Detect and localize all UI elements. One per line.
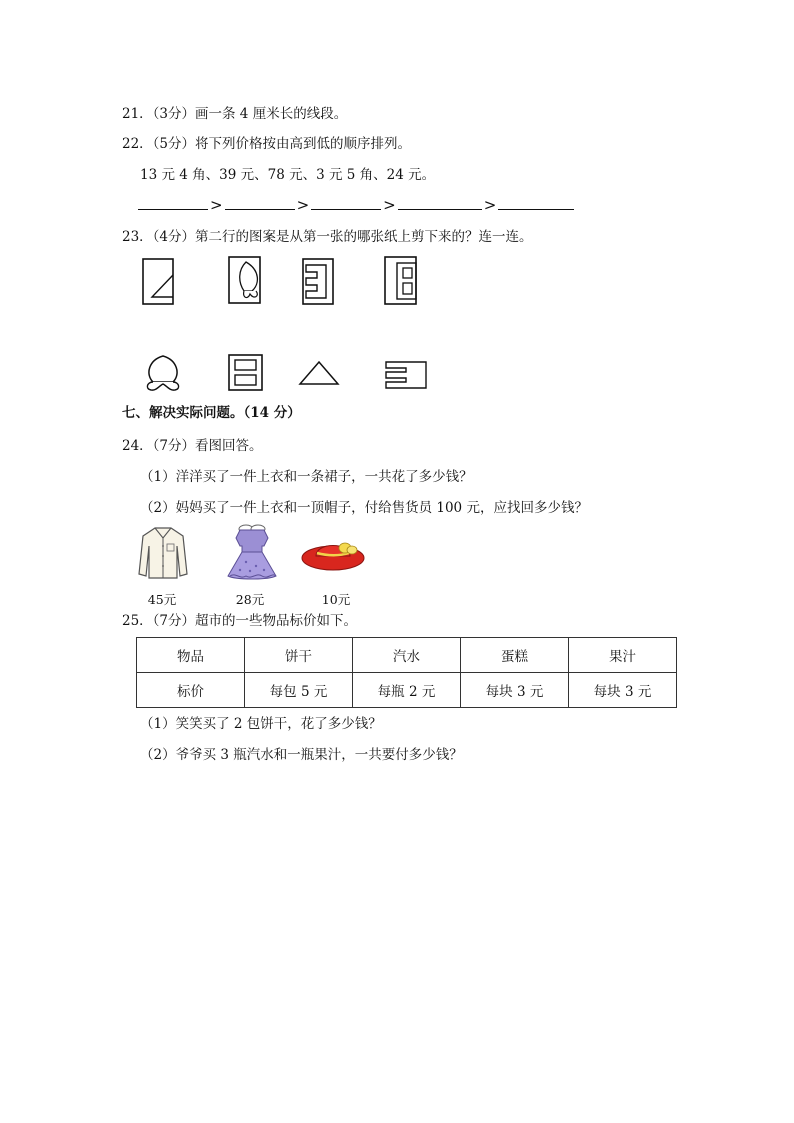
dress-price: 28元	[235, 592, 265, 607]
price-table	[136, 637, 677, 708]
triangle-icon[interactable]	[298, 360, 340, 386]
question-25-part-1: （1）笑笑买了 2 包饼干，花了多少钱？	[140, 716, 382, 732]
table-cell: 果汁	[569, 638, 677, 673]
question-25-part-2: （2）爷爷买 3 瓶汽水和一瓶果汁，一共要付多少钱？	[140, 747, 463, 763]
question-24-part-2: （2）妈妈买了一件上衣和一顶帽子，付给售货员 100 元，应找回多少钱？	[140, 500, 588, 516]
dress-icon	[224, 524, 280, 582]
ordering-blanks	[138, 196, 574, 215]
answer-blank-1[interactable]	[138, 208, 208, 210]
paper-e-shape-icon[interactable]	[302, 258, 334, 306]
answer-blank-3[interactable]	[311, 208, 381, 210]
table-cell: 每包 5 元	[245, 673, 353, 708]
question-24-part-1: （1）洋洋买了一件上衣和一条裙子，一共花了多少钱？	[140, 469, 473, 485]
table-cell: 饼干	[245, 638, 353, 673]
answer-blank-2[interactable]	[225, 208, 295, 210]
paper-double-rectangle-icon[interactable]	[384, 256, 418, 306]
e-shape-icon[interactable]	[384, 360, 428, 390]
table-cell: 标价	[137, 673, 245, 708]
answer-blank-5[interactable]	[498, 208, 574, 210]
table-row	[137, 638, 677, 673]
table-cell: 每块 3 元	[461, 673, 569, 708]
price-list: 13 元 4 角、39 元、78 元、3 元 5 角、24 元。	[140, 167, 436, 183]
hat-price: 10元	[321, 592, 351, 607]
peach-icon[interactable]	[143, 354, 183, 392]
shirt-icon	[137, 526, 189, 580]
table-cell: 汽水	[353, 638, 461, 673]
answer-blank-4[interactable]	[398, 208, 482, 210]
paper-peach-icon[interactable]	[228, 254, 262, 306]
greater-than-sign: >	[483, 196, 497, 214]
question-25: 25．（7分）超市的一些物品标价如下。	[122, 613, 358, 629]
table-cell: 每瓶 2 元	[353, 673, 461, 708]
table-cell: 每块 3 元	[569, 673, 677, 708]
section-title: 七、解决实际问题。（14 分）	[122, 405, 301, 421]
hat-icon	[300, 534, 366, 574]
table-row	[137, 673, 677, 708]
table-cell: 物品	[137, 638, 245, 673]
question-24: 24．（7分）看图回答。	[122, 438, 263, 454]
question-21: 21．（3分）画一条 4 厘米长的线段。	[122, 106, 348, 122]
question-23: 23．（4分）第二行的图案是从第一张的哪张纸上剪下来的？连一连。	[122, 229, 533, 245]
greater-than-sign: >	[296, 196, 310, 214]
table-cell: 蛋糕	[461, 638, 569, 673]
paper-triangle-icon[interactable]	[142, 258, 174, 306]
shirt-price: 45元	[147, 592, 177, 607]
double-square-icon[interactable]	[228, 354, 264, 392]
question-22: 22．（5分）将下列价格按由高到低的顺序排列。	[122, 136, 412, 152]
greater-than-sign: >	[383, 196, 396, 214]
greater-than-sign: >	[210, 196, 223, 214]
